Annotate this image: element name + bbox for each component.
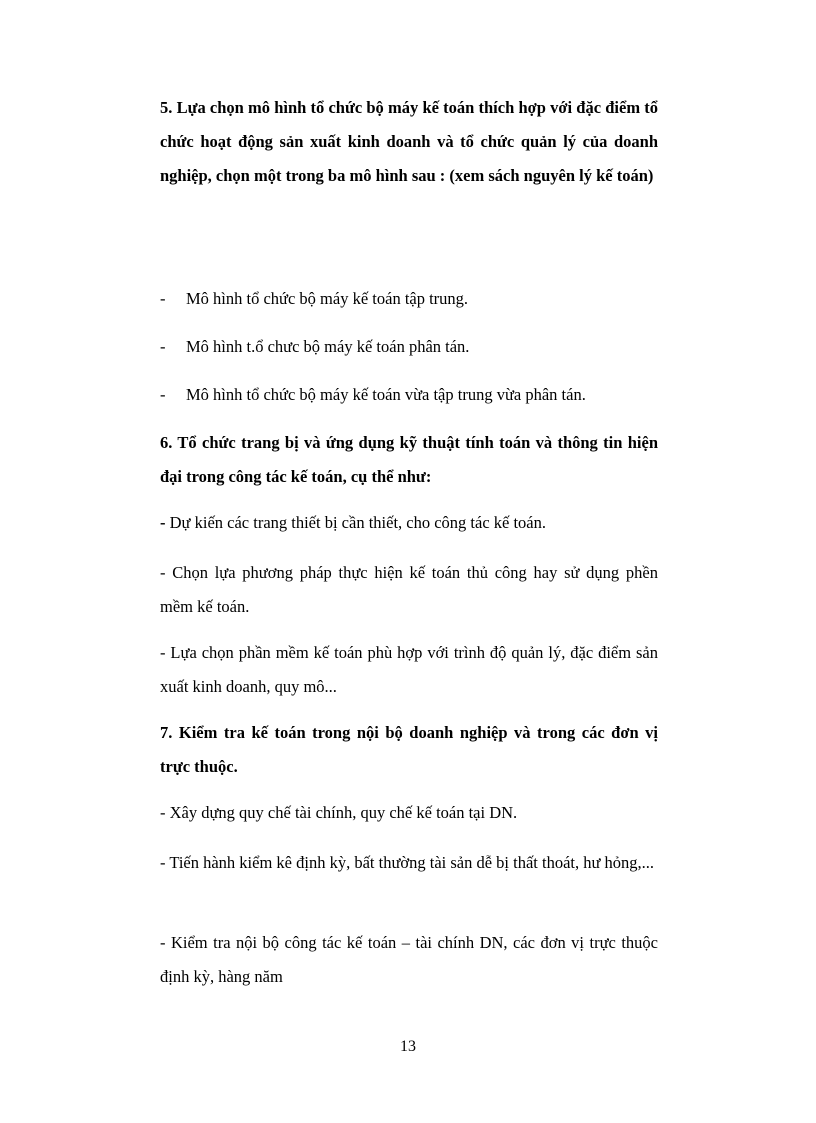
section-6-paragraph-2: - Chọn lựa phương pháp thực hiện kế toán thủ công hay sử dụng phền mềm kế toán.	[160, 563, 658, 616]
list-item: - Mô hình tổ chức bộ máy kế toán tập trung.	[160, 289, 469, 308]
section-6-heading: 6. Tổ chức trang bị và ứng dụng kỹ thuật tính toán và thông tin hiện đại trong công tác kế toán, cụ thể như:	[160, 433, 658, 486]
list-item: - Mô hình t.ổ chưc bộ máy kế toán phân tán.	[160, 337, 470, 356]
section-6-paragraph-1: - Dự kiến các trang thiết bị cần thiết, cho công tác kế toán.	[160, 513, 547, 532]
list-item: - Mô hình tổ chức bộ máy kế toán vừa tập trung vừa phân tán.	[160, 385, 586, 404]
section-7-paragraph-1: - Xây dựng quy chế tài chính, quy chế kế toán tại DN.	[160, 803, 518, 822]
section-7-paragraph-2: - Tiến hành kiểm kê định kỳ, bất thường tài sản dễ bị thất thoát, hư hỏng,...	[160, 853, 655, 872]
section-6-paragraph-3: - Lựa chọn phần mềm kế toán phù hợp với trình độ quản lý, đặc điểm sản xuất kinh doanh, quy mô...	[160, 643, 658, 696]
section-7-paragraph-3: - Kiểm tra nội bộ công tác kế toán – tài chính DN, các đơn vị trực thuộc định kỳ, hàng năm	[160, 933, 658, 986]
page-number: 13	[400, 1038, 416, 1055]
section-7-heading: 7. Kiểm tra kế toán trong nội bộ doanh nghiệp và trong các đơn vị trực thuộc.	[160, 723, 658, 776]
section-5-heading: 5. Lựa chọn mô hình tổ chức bộ máy kế toán thích hợp với đặc điểm tổ chức hoạt động sản xuất kinh doanh và tổ chức quản lý của doanh nghiệp, chọn một trong ba mô hình sau : (xem sách nguyên lý kế toán)	[160, 98, 658, 185]
